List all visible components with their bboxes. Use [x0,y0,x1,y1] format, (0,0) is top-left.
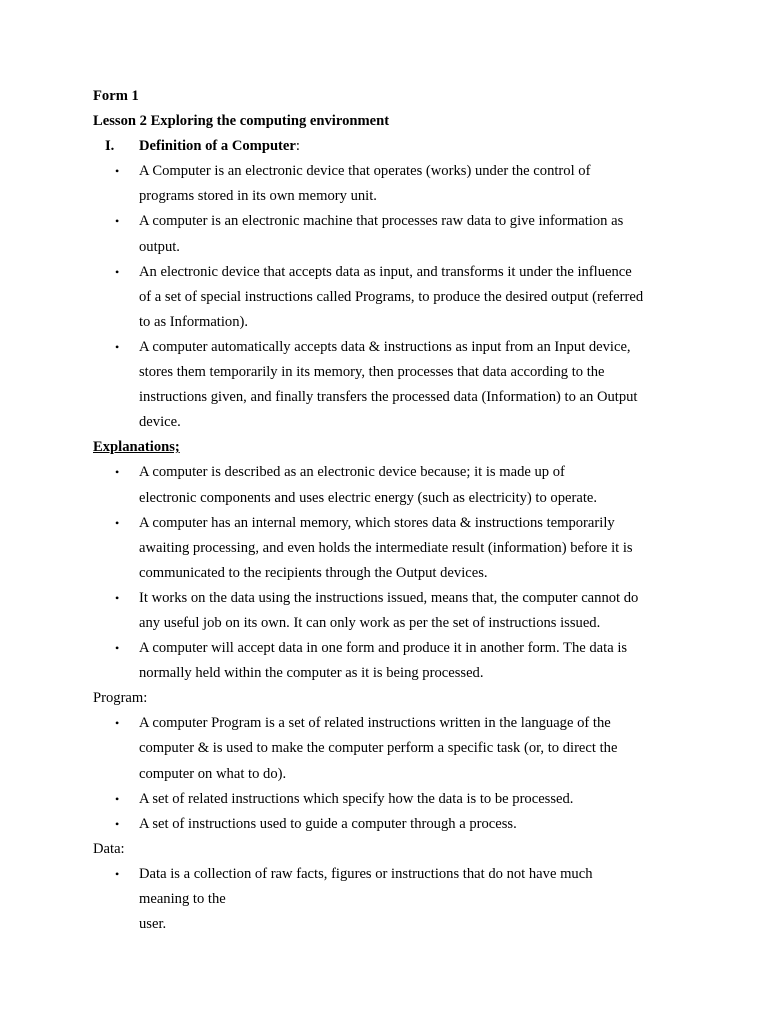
explanations-heading: Explanations; [93,439,180,456]
list-item [93,787,693,812]
list-item-line: output. [139,238,180,255]
explanations-list [93,460,693,686]
bullet-icon: • [115,716,120,731]
list-item-line: A computer is described as an electronic device because; it is made up of [139,464,565,481]
section-title: Definition of a Computer [139,138,296,155]
bullet-icon: • [115,816,120,831]
list-item-line: A computer automatically accepts data & instructions as input from an Input device, [139,338,631,355]
list-item [93,862,693,912]
list-item [93,335,693,435]
bullet-icon: • [115,339,120,354]
list-item-line: device. [139,414,181,431]
data-heading: Data: [93,840,125,857]
list-item-line: programs stored in its own memory unit. [139,188,377,205]
document-page [93,84,693,937]
list-item-line: A Computer is an electronic device that operates (works) under the control of [139,163,591,180]
list-item [93,260,693,335]
list-item-line: A computer will accept data in one form and produce it in another form. The data is [139,640,628,657]
list-item-line: awaiting processing, and even holds the intermediate result (information) before it is [139,539,633,556]
list-item-line: communicated to the recipients through the Output devices. [139,564,488,581]
program-list [93,711,693,836]
program-heading: Program: [93,690,148,707]
list-item-line: computer on what to do). [139,765,287,782]
list-item-line: A set of instructions used to guide a computer through a process. [139,815,517,832]
list-item-line: normally held within the computer as it is being processed. [139,665,484,682]
bullet-icon: • [115,641,120,656]
bullet-icon: • [115,791,120,806]
list-item [93,511,693,586]
bullet-icon: • [115,214,120,229]
list-item-line: instructions given, and finally transfers the processed data (Information) to an Output [139,389,638,406]
list-item-line: of a set of special instructions called Programs, to produce the desired output (referred [139,288,644,305]
list-item-line: An electronic device that accepts data as input, and transforms it under the influence [139,263,632,280]
list-item-line: A set of related instructions which specify how the data is to be processed. [139,790,574,807]
lesson-title: Lesson 2 Exploring the computing environment [93,113,390,130]
list-item-line: meaning to the [139,891,226,907]
section-heading [93,134,693,159]
list-item-line: Data is a collection of raw facts, figures or instructions that do not have much [139,865,593,882]
bullet-icon: • [115,465,120,480]
bullet-icon: • [115,164,120,179]
bullet-icon: • [115,866,120,881]
data-list [93,862,693,912]
list-item-line: stores them temporarily in its memory, then processes that data according to the [139,364,605,381]
list-item-line: computer & is used to make the computer perform a specific task (or, to direct the [139,740,618,757]
list-item-line: It works on the data using the instructions issued, means that, the computer cannot do [139,589,639,606]
list-item-line: A computer has an internal memory, which stores data & instructions temporarily [139,514,615,531]
bullet-icon: • [115,590,120,605]
list-item-line: electronic components and uses electric energy (such as electricity) to operate. [139,489,598,506]
bullet-icon: • [115,264,120,279]
list-item [93,460,693,510]
section-number: I. [105,138,115,155]
data-continuation: user. [139,916,167,933]
list-item [93,586,693,636]
list-item-line: any useful job on its own. It can only work as per the set of instructions issued. [139,614,601,631]
list-item-line: A computer Program is a set of related instructions written in the language of the [139,715,611,732]
list-item [93,711,693,786]
definitions-list [93,159,693,435]
bullet-icon: • [115,515,120,530]
list-item [93,159,693,209]
list-item-line: to as Information). [139,313,249,330]
form-label: Form 1 [93,88,139,104]
list-item [93,812,693,837]
list-item [93,636,693,686]
list-item-line: A computer is an electronic machine that processes raw data to give information as [139,213,624,230]
list-item [93,209,693,259]
section-title-suffix: : [295,138,300,155]
